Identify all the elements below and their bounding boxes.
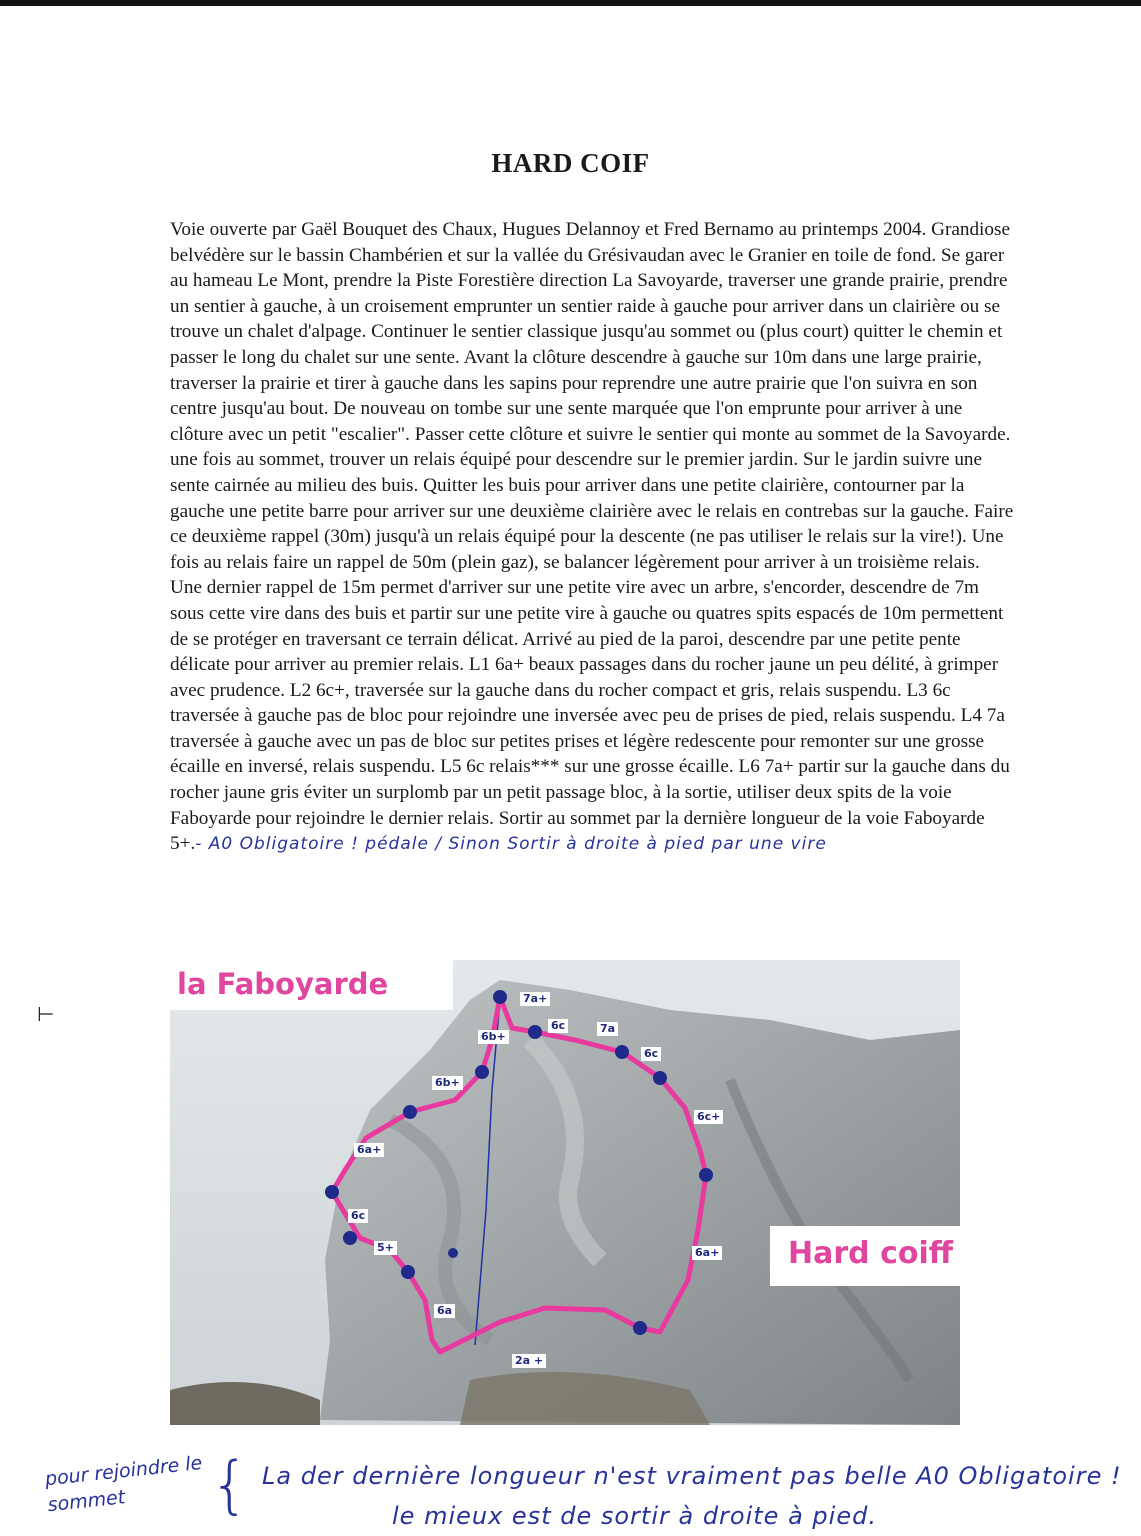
belay-point <box>528 1025 542 1039</box>
grade-label: 6c <box>641 1047 661 1061</box>
handwritten-footer-line1: La der dernière longueur n'est vraiment pas belle A0 Obligatoire ! <box>262 1462 1122 1490</box>
belay-point <box>401 1265 415 1279</box>
handwritten-footer-line2: le mieux est de sortir à droite à pied. <box>392 1502 877 1530</box>
grade-label: 7a+ <box>520 992 550 1006</box>
grade-label: 6a <box>434 1304 455 1318</box>
grade-label: 6b+ <box>478 1030 509 1044</box>
description-paragraph: Voie ouverte par Gaël Bouquet des Chaux, Hugues Delannoy et Fred Bernamo au printemps 2004. Grandiose belvédère sur le bassin Chambérien et sur la vallée du Grésivaudan avec le Granier en toile de fond. Se garer au hameau Le Mont, prendre la Piste Forestière direction La Savoyarde, traverser une grande prairie, prendre un sentier à gauche, à un croisement emprunter un sentier raide à gauche pour arriver dans un clairière ou se trouve un chalet d'alpage. Continuer le sentier classique jusqu'au sommet ou (plus court) quitter le chemin et passer le long du chalet sur une sente. Avant la clôture descendre à gauche sur 10m dans une large prairie, traverser la prairie et tirer à gauche dans les sapins pour reprendre une autre prairie que l'on suivra en son centre jusqu'au bout. De nouveau on tombe sur une sente marquée que l'on emprunte pour arriver à une clôture avec un petit "escalier". Passer cette clôture et suivre le sentier qui monte au sommet de la Savoyarde. une fois au sommet, trouver un relais équipé pour descendre sur le premier jardin. Sur le jardin suivre une sente cairnée au milieu des buis. Quitter les buis pour arriver dans une petite clairière, contourner par la gauche une petite barre pour arriver sur une deuxième clairière avec le relais en contrebas sur la gauche. Faire ce deuxième rappel (30m) jusqu'à un relais équipé pour la descente (ne pas utiliser le relais sur la vire!). Une fois au relais faire un rappel de 50m (plein gaz), se balancer légèrement pour arriver à un troisième relais. Une dernier rappel de 15m permet d'arriver sur une petite vire avec un arbre, s'encorder, descendre de 7m sous cette vire dans des buis et partir sur une petite vire à gauche ou quatres spits espacés de 10m permettent de se protéger en traversant ce terrain délicat. Arrivé au pied de la paroi, descendre par une petite pente délicate pour arriver au premier relais. L1 6a+ beaux passages dans du rocher jaune un peu délité, à grimper avec prudence. L2 6c+, traversée sur la gauche dans du rocher compact et gris, relais suspendu. L3 6c traversée à gauche pas de bloc pour rejoindre une inversée avec peu de prises de pied, relais suspendu. L4 7a traversée à gauche avec un pas de bloc sur petites prises et légère redescente pour remonter sur une grosse écaille en inversé, relais suspendu. L5 6c relais*** sur une grosse écaille. L6 7a+ partir sur la gauche dans du rocher jaune gris éviter un surplomb par un petit passage bloc, à la sortie, utiliser deux spits de la voie Faboyarde pour rejoindre le dernier relais. Sortir au sommet par la dernière longueur de la voie Faboyarde 5+. <box>170 219 1014 855</box>
grade-label: 6c+ <box>694 1110 723 1124</box>
grade-label: 6a+ <box>354 1143 384 1157</box>
document-title: HARD COIF <box>491 148 650 178</box>
belay-point <box>343 1231 357 1245</box>
scan-top-border <box>0 0 1141 6</box>
belay-point <box>633 1321 647 1335</box>
grade-label: 7a <box>597 1022 618 1036</box>
belay-point <box>475 1065 489 1079</box>
hard-coif-label: Hard coiff <box>770 1226 960 1286</box>
belay-point <box>653 1071 667 1085</box>
belay-point <box>403 1105 417 1119</box>
margin-mark: ⊢ <box>37 1002 55 1026</box>
belay-point <box>325 1185 339 1199</box>
grade-label: 6a+ <box>692 1246 722 1260</box>
handwritten-brace: { <box>210 1448 250 1521</box>
handwritten-inline-note: - A0 Obligatoire ! pédale / Sinon Sortir à droite à pied par une vire <box>195 834 827 855</box>
belay-point <box>699 1168 713 1182</box>
belay-point <box>493 990 507 1004</box>
grade-label: 6c <box>348 1209 368 1223</box>
faboyarde-label: la Faboyarde <box>170 960 453 1010</box>
belay-point <box>448 1248 458 1258</box>
route-description <box>170 217 1015 858</box>
handwritten-footer-left: pour rejoindre le sommet <box>43 1451 204 1517</box>
grade-label: 6b+ <box>432 1076 463 1090</box>
grade-label: 6c <box>548 1019 568 1033</box>
grade-label: 2a + <box>512 1354 546 1368</box>
belay-point <box>615 1045 629 1059</box>
grade-label: 5+ <box>374 1241 397 1255</box>
